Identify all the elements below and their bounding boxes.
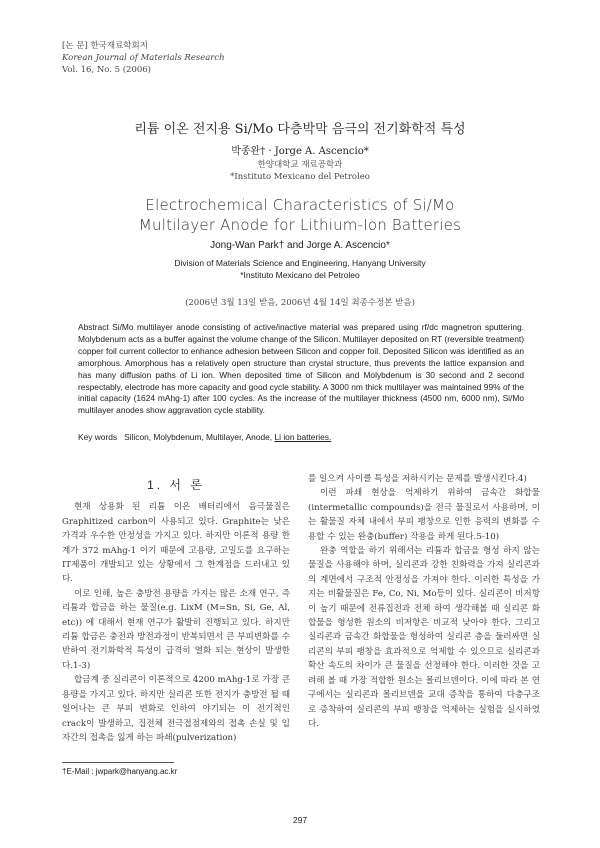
journal-header — [62, 40, 225, 76]
left-paragraph-3: 합금계 중 실리콘이 이론적으로 4200 mAhg-1로 가장 큰 용량을 가지고 있다. 하지만 실리콘 또한 전지가 충방전 될 때 일어나는 큰 부피 변화로 인하여 야기되는 이 전기적인 crack이 발생하고, 집전체 전극접점제와의 접촉 손실 및 입자간의 접촉을 잃게 하는 파쇄(pulverization) — [62, 675, 290, 743]
english-affiliation-1: Division of Materials Science and Engineering, Hanyang University — [174, 258, 426, 268]
korean-affiliation-1: 한양대학교 재료공학과 — [257, 160, 343, 170]
english-title-line-2: Multilayer Anode for Lithium-Ion Batteries — [138, 216, 462, 234]
keywords-text: Silicon, Molybdenum, Multilayer, Anode, — [124, 432, 273, 442]
english-authors: Jong-Wan Park† and Jorge A. Ascencio* — [210, 240, 390, 251]
abstract-label: Abstract — [78, 322, 109, 332]
left-paragraph-1: 현재 상용화 된 리튬 이온 배터리에서 음극물질은 Graphitized carbon이 사용되고 있다. Graphite는 낮은 가격과 우수한 안정성을 가지고 있다. 하지만 이론적 용량 한계가 372 mAhg-1 이기 때문에 고용량, 고밀도를 요구하는 IT제품이 개발되고 있는 상황에서 그 한계점을 드러내고 있다. — [62, 502, 290, 585]
right-paragraph-1: 를 일으켜 사이클 특성을 저하시키는 문제를 발생시킨다.4) — [308, 474, 527, 484]
english-affiliations — [0, 257, 600, 281]
right-paragraph-2: 이런 파쇄 현상을 억제하기 위하여 금속간 화합물(intermetallic compounds)을 전극 물질로서 사용하며, 이는 활물질 자체 내에서 부피 팽창으로 인한 응력의 변화를 수용할 수 있는 완충(buffer) 작용을 하게 된다.5-10) — [308, 488, 540, 542]
journal-volume: Vol. 16, No. 5 (2006) — [62, 65, 152, 75]
english-affiliation-2: *Instituto Mexicano del Petroleo — [240, 270, 360, 280]
journal-english-name: Korean Journal of Materials Research — [62, 53, 225, 63]
journal-korean-name: [논 문] 한국재료학회지 — [62, 41, 148, 51]
left-column — [62, 478, 290, 745]
english-title-line-1: Electrochemical Characteristics of Si/Mo — [145, 196, 455, 214]
korean-authors: 박종완† · Jorge A. Ascencio* — [231, 146, 369, 157]
abstract — [78, 322, 524, 417]
korean-affiliation-2: *Instituto Mexicano del Petroleo — [230, 172, 370, 182]
keywords-label: Key words — [78, 432, 118, 442]
keywords — [78, 432, 524, 442]
right-column — [308, 472, 540, 731]
received-dates: (2006년 3월 13일 받음, 2006년 4월 14일 최종수정본 받음) — [185, 298, 415, 308]
left-paragraph-2: 이로 인해, 높은 충방전 용량을 가지는 많은 소재 연구, 즉 리튬과 합금을 하는 물질(e.g. LixM (M=Sn, Si, Ge, Al, etc)) 에 대해서 현재 연구가 활발히 진행되고 있다. 하지만 리튬 합금은 충전과 방전과정이 반복되면서 큰 부피변화를 수반하여 전기화학적 특성이 급격히 열화 되는 현상이 발생한다.1-3) — [62, 588, 290, 671]
english-title — [0, 195, 600, 235]
korean-affiliations — [0, 159, 600, 183]
keywords-underlined: Li ion batteries. — [274, 432, 332, 442]
right-paragraph-3: 완충 역할을 하기 위해서는 리튬과 합금을 형성 하지 않는 물질을 사용해야 하며, 실리콘과 강한 친화력을 가져 실리콘과의 계면에서 구조적 안정성을 가져야 한다. 이러한 특성을 가지는 비활물질은 Fe, Co, Ni, Mo등이 있다. 실리콘이 비저항이 높기 때문에 전류집전과 전체 하여 생각해볼 때 실리콘 화합물을 형성한 원소의 비저항은 비교적 낮아야 한다. 그리고 실리콘과 금속간 화합물을 형성하여 실리콘 층을 둘러싸면 실리콘의 부피 팽창을 효과적으로 억제할 수 있으므로 실리콘과 확산 속도의 차이가 큰 물질을 선정해야 한다. 이러한 것을 고려해 볼 때 가장 적합한 원소는 몰리브덴이다. 이에 따라 본 연구에서는 실리콘과 몰리브덴을 교대 증착을 통하여 다층구조로 증착하여 실리콘의 부피 팽창을 억제하는 실험을 실시하였다. — [308, 546, 540, 729]
section-heading: 1. 서 론 — [147, 478, 205, 492]
page-number: 297 — [292, 815, 308, 825]
korean-title: 리튬 이온 전지용 Si/Mo 다층박막 음극의 전기화학적 특성 — [134, 122, 466, 137]
footnote: †E-Mail : jwpark@hanyang.ac.kr — [62, 767, 178, 776]
footnote-divider — [62, 762, 174, 763]
abstract-text: Si/Mo multilayer anode consisting of active/inactive material was prepared using rf/dc magnetron sputtering. Molybdenum acts as a buffer against the volume change of the Silicon. Multilayer deposited on RT (reversible treatment) copper foil current collector to enhance adhesion between Silicon and copper foil. Deposited Silicon was identified as an amorphous. Amorphous has a relatively open structure than crystal structure, thus prevents the lattice expansion and has many diffusion paths of Li ion. When deposited time of Silicon and Molybdenum is 30 second and 2 second respectably, electrode has more capacity and good cycle stability. A 3000 nm thick multilayer was maintained 99% of the initial capacity (1624 mAhg-1) after 100 cycles. As the increase of the multilayer thickness (4500 nm, 6000 nm), Si/Mo multilayer anodes show aggravation cycle stability. — [78, 322, 524, 416]
